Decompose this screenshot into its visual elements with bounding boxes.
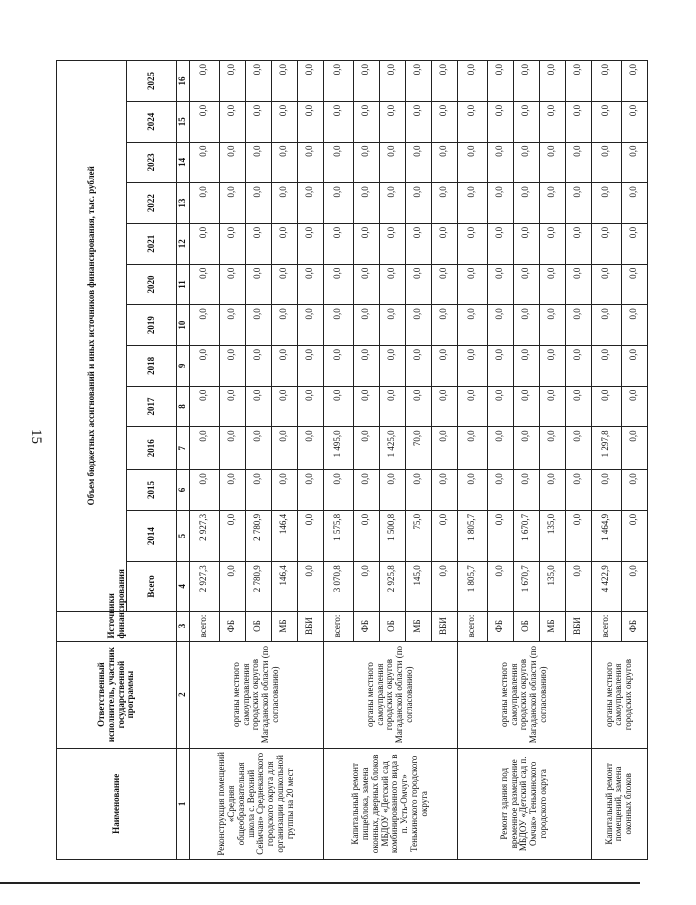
year-value: 0,0 (323, 61, 353, 102)
year-value: 0,0 (189, 470, 219, 511)
year-value: 0,0 (487, 510, 513, 561)
year-value: 0,0 (297, 183, 323, 224)
year-2015: 2015 (127, 470, 177, 511)
year-value: 0,0 (487, 183, 513, 224)
year-value: 0,0 (353, 183, 379, 224)
year-value: 0,0 (219, 510, 245, 561)
index-cell: 4 (177, 562, 190, 611)
year-value: 0,0 (457, 305, 487, 346)
year-value: 0,0 (405, 61, 431, 102)
total-value: 146,4 (271, 562, 297, 611)
year-value: 0,0 (219, 183, 245, 224)
year-value: 0,0 (565, 101, 591, 142)
year-value: 0,0 (405, 345, 431, 386)
year-value: 0,0 (245, 264, 271, 305)
year-value: 0,0 (297, 470, 323, 511)
year-value: 0,0 (431, 264, 457, 305)
measure-name: Капитальный ремонт помещений, замена оконных блоков (591, 748, 647, 859)
funding-source: ВБИ (565, 611, 591, 641)
year-value: 0,0 (487, 61, 513, 102)
bottom-rule (0, 882, 640, 884)
year-value: 0,0 (621, 427, 647, 470)
year-value: 0,0 (591, 61, 621, 102)
year-value: 0,0 (297, 142, 323, 183)
year-value: 1 495,0 (323, 427, 353, 470)
total-value: 2 925,8 (379, 562, 405, 611)
year-value: 0,0 (219, 101, 245, 142)
year-value: 0,0 (353, 305, 379, 346)
year-value: 0,0 (591, 345, 621, 386)
total-value: 0,0 (353, 562, 379, 611)
year-value: 135,0 (539, 510, 565, 561)
funding-source: всего: (323, 611, 353, 641)
year-value: 0,0 (431, 183, 457, 224)
table-row (323, 61, 353, 860)
year-value: 0,0 (513, 264, 539, 305)
year-value: 0,0 (353, 264, 379, 305)
year-2018: 2018 (127, 345, 177, 386)
year-value: 0,0 (539, 142, 565, 183)
year-2021: 2021 (127, 223, 177, 264)
year-value: 0,0 (379, 470, 405, 511)
header-funding: Объем бюджетных ассигнований и иных источников финансирования, тыс. рублей (57, 61, 127, 612)
year-value: 0,0 (219, 305, 245, 346)
year-value: 0,0 (219, 223, 245, 264)
index-cell: 2 (177, 641, 190, 748)
year-value: 0,0 (297, 264, 323, 305)
year-value: 0,0 (621, 61, 647, 102)
year-value: 0,0 (379, 305, 405, 346)
year-value: 0,0 (189, 223, 219, 264)
year-value: 0,0 (621, 345, 647, 386)
measure-name: Реконструкция помещений «Средняя общеобразовательная школа с. Верхний Сеймчан» Среднеканского городского округа для организации дошкольной группы на 20 мест (189, 748, 323, 859)
year-value: 0,0 (353, 470, 379, 511)
year-value: 0,0 (457, 101, 487, 142)
year-value: 0,0 (591, 183, 621, 224)
year-value: 0,0 (591, 386, 621, 427)
year-value: 0,0 (189, 183, 219, 224)
responsible-executor: органы местного самоуправления городских округов Магаданской области (по согласованию) (189, 641, 323, 748)
year-value: 0,0 (487, 427, 513, 470)
year-value: 0,0 (621, 470, 647, 511)
total-value: 2 927,3 (189, 562, 219, 611)
funding-source: ФБ (487, 611, 513, 641)
year-value: 0,0 (353, 61, 379, 102)
year-2020: 2020 (127, 264, 177, 305)
year-value: 0,0 (219, 142, 245, 183)
year-value: 0,0 (539, 305, 565, 346)
year-value: 0,0 (513, 305, 539, 346)
total-value: 0,0 (565, 562, 591, 611)
responsible-executor: органы местного самоуправления городских округов Магаданской области (по согласованию) (323, 641, 457, 748)
year-value: 0,0 (297, 510, 323, 561)
funding-source: МБ (405, 611, 431, 641)
index-cell: 3 (177, 611, 190, 641)
year-value: 0,0 (591, 305, 621, 346)
year-value: 146,4 (271, 510, 297, 561)
year-value: 0,0 (271, 264, 297, 305)
year-value: 0,0 (591, 470, 621, 511)
year-value: 0,0 (487, 223, 513, 264)
year-value: 2 927,3 (189, 510, 219, 561)
year-value: 0,0 (271, 386, 297, 427)
year-value: 0,0 (297, 386, 323, 427)
year-value: 0,0 (189, 142, 219, 183)
year-value: 0,0 (431, 101, 457, 142)
year-value: 0,0 (323, 305, 353, 346)
year-value: 0,0 (431, 345, 457, 386)
year-value: 0,0 (539, 183, 565, 224)
year-value: 0,0 (271, 142, 297, 183)
funding-source: всего: (457, 611, 487, 641)
year-value: 0,0 (513, 183, 539, 224)
year-value: 0,0 (245, 101, 271, 142)
year-value: 0,0 (245, 470, 271, 511)
year-value: 0,0 (565, 305, 591, 346)
year-value: 0,0 (245, 223, 271, 264)
table-row (189, 61, 219, 860)
year-value: 1 575,8 (323, 510, 353, 561)
year-value: 0,0 (271, 345, 297, 386)
year-value: 0,0 (565, 510, 591, 561)
year-value: 0,0 (539, 61, 565, 102)
year-2017: 2017 (127, 386, 177, 427)
year-value: 0,0 (513, 142, 539, 183)
total-value: 2 780,9 (245, 562, 271, 611)
year-value: 0,0 (431, 142, 457, 183)
year-value: 0,0 (219, 61, 245, 102)
year-value: 0,0 (565, 183, 591, 224)
funding-source: ОБ (379, 611, 405, 641)
year-value: 0,0 (219, 264, 245, 305)
year-value: 0,0 (189, 61, 219, 102)
year-value: 0,0 (565, 223, 591, 264)
year-value: 0,0 (513, 345, 539, 386)
table-row (591, 61, 621, 860)
year-value: 0,0 (189, 264, 219, 305)
index-cell: 6 (177, 470, 190, 511)
year-2014: 2014 (127, 510, 177, 561)
year-value: 0,0 (591, 142, 621, 183)
year-value: 0,0 (457, 183, 487, 224)
year-value: 0,0 (565, 142, 591, 183)
year-2025: 2025 (127, 61, 177, 102)
year-value: 0,0 (457, 386, 487, 427)
year-value: 0,0 (379, 386, 405, 427)
year-value: 0,0 (271, 183, 297, 224)
year-value: 0,0 (379, 223, 405, 264)
header-name: Наименование (57, 748, 177, 859)
total-value: 0,0 (219, 562, 245, 611)
year-value: 0,0 (539, 427, 565, 470)
year-value: 0,0 (621, 101, 647, 142)
year-value: 0,0 (539, 101, 565, 142)
year-value: 0,0 (379, 61, 405, 102)
measure-name: Ремонт здания под временное размещение МБДОУ «Детский сад п. Омчак» Тенькинского городского округа (457, 748, 591, 859)
year-value: 1 297,8 (591, 427, 621, 470)
year-value: 0,0 (271, 427, 297, 470)
year-value: 0,0 (271, 470, 297, 511)
year-value: 0,0 (513, 61, 539, 102)
year-value: 0,0 (487, 386, 513, 427)
year-value: 1 500,8 (379, 510, 405, 561)
index-row (177, 61, 190, 860)
year-2022: 2022 (127, 183, 177, 224)
year-value: 0,0 (405, 223, 431, 264)
year-value: 0,0 (591, 101, 621, 142)
year-value: 0,0 (539, 386, 565, 427)
page-number: 15 (28, 429, 44, 444)
index-cell: 13 (177, 183, 190, 224)
year-value: 0,0 (353, 510, 379, 561)
index-cell: 1 (177, 748, 190, 859)
year-value: 0,0 (621, 386, 647, 427)
year-value: 0,0 (323, 101, 353, 142)
year-value: 0,0 (621, 305, 647, 346)
year-value: 0,0 (245, 61, 271, 102)
year-value: 0,0 (539, 264, 565, 305)
year-value: 0,0 (353, 142, 379, 183)
year-value: 0,0 (189, 386, 219, 427)
year-value: 0,0 (431, 386, 457, 427)
year-value: 0,0 (513, 101, 539, 142)
year-value: 1 670,7 (513, 510, 539, 561)
year-value: 0,0 (405, 183, 431, 224)
year-value: 0,0 (297, 427, 323, 470)
year-value: 0,0 (379, 264, 405, 305)
year-value: 0,0 (405, 142, 431, 183)
year-value: 0,0 (323, 345, 353, 386)
year-value: 0,0 (323, 223, 353, 264)
year-value: 70,0 (405, 427, 431, 470)
year-value: 0,0 (189, 345, 219, 386)
index-cell: 14 (177, 142, 190, 183)
year-value: 0,0 (271, 305, 297, 346)
index-cell: 15 (177, 101, 190, 142)
year-value: 0,0 (513, 223, 539, 264)
year-value: 0,0 (379, 142, 405, 183)
table-row (457, 61, 487, 860)
year-value: 0,0 (271, 61, 297, 102)
year-value: 0,0 (539, 223, 565, 264)
year-value: 0,0 (591, 223, 621, 264)
year-value: 0,0 (323, 470, 353, 511)
year-value: 0,0 (513, 427, 539, 470)
year-value: 0,0 (621, 510, 647, 561)
year-value: 0,0 (353, 427, 379, 470)
year-value: 0,0 (405, 305, 431, 346)
year-value: 0,0 (539, 470, 565, 511)
year-value: 0,0 (431, 470, 457, 511)
index-cell: 9 (177, 345, 190, 386)
year-value: 0,0 (245, 427, 271, 470)
year-2024: 2024 (127, 101, 177, 142)
funding-source: всего: (189, 611, 219, 641)
year-value: 0,0 (457, 142, 487, 183)
index-cell: 5 (177, 510, 190, 561)
year-value: 0,0 (353, 345, 379, 386)
total-value: 135,0 (539, 562, 565, 611)
year-value: 0,0 (353, 223, 379, 264)
year-value: 0,0 (457, 470, 487, 511)
year-value: 0,0 (323, 142, 353, 183)
year-value: 0,0 (539, 345, 565, 386)
year-value: 0,0 (621, 223, 647, 264)
year-value: 0,0 (271, 101, 297, 142)
header-executor: Ответственный исполнитель, участник государственной программы (57, 641, 177, 748)
funding-source: всего: (591, 611, 621, 641)
year-value: 0,0 (245, 142, 271, 183)
year-value: 0,0 (457, 427, 487, 470)
funding-source: МБ (271, 611, 297, 641)
year-value: 0,0 (245, 345, 271, 386)
total-value: 3 070,8 (323, 562, 353, 611)
year-value: 0,0 (323, 264, 353, 305)
year-value: 0,0 (487, 470, 513, 511)
year-value: 0,0 (621, 264, 647, 305)
year-value: 0,0 (189, 305, 219, 346)
year-value: 0,0 (379, 101, 405, 142)
funding-source: ФБ (353, 611, 379, 641)
year-value: 0,0 (297, 345, 323, 386)
year-2016: 2016 (127, 427, 177, 470)
total-value: 4 422,9 (591, 562, 621, 611)
year-2019: 2019 (127, 305, 177, 346)
total-value: 0,0 (297, 562, 323, 611)
year-value: 0,0 (487, 305, 513, 346)
table-body (177, 61, 648, 860)
year-value: 0,0 (297, 101, 323, 142)
funding-source: ВБИ (431, 611, 457, 641)
total-value: 145,0 (405, 562, 431, 611)
funding-source: ФБ (219, 611, 245, 641)
year-value: 0,0 (513, 386, 539, 427)
year-value: 2 780,9 (245, 510, 271, 561)
year-value: 75,0 (405, 510, 431, 561)
funding-source: ВБИ (297, 611, 323, 641)
year-value: 0,0 (219, 386, 245, 427)
year-value: 0,0 (405, 470, 431, 511)
year-value: 0,0 (565, 427, 591, 470)
year-value: 0,0 (431, 510, 457, 561)
index-cell: 12 (177, 223, 190, 264)
index-cell: 11 (177, 264, 190, 305)
year-value: 0,0 (457, 61, 487, 102)
year-value: 0,0 (219, 427, 245, 470)
year-value: 0,0 (565, 386, 591, 427)
year-value: 0,0 (431, 61, 457, 102)
year-value: 0,0 (353, 386, 379, 427)
total-value: 1 805,7 (457, 562, 487, 611)
year-value: 0,0 (431, 427, 457, 470)
responsible-executor: органы местного самоуправления городских округов Магаданской области (по согласованию) (457, 641, 591, 748)
year-value: 0,0 (431, 223, 457, 264)
year-value: 1 425,0 (379, 427, 405, 470)
year-value: 0,0 (621, 183, 647, 224)
year-value: 0,0 (591, 264, 621, 305)
header-total: Всего (127, 562, 177, 611)
index-cell: 8 (177, 386, 190, 427)
funding-source: МБ (539, 611, 565, 641)
year-value: 0,0 (487, 345, 513, 386)
funding-source: ОБ (513, 611, 539, 641)
rotated-page-content (56, 0, 696, 860)
year-value: 0,0 (219, 470, 245, 511)
year-value: 0,0 (323, 183, 353, 224)
year-value: 0,0 (245, 305, 271, 346)
year-value: 0,0 (189, 101, 219, 142)
year-value: 0,0 (565, 470, 591, 511)
total-value: 1 670,7 (513, 562, 539, 611)
year-value: 1 805,7 (457, 510, 487, 561)
year-value: 0,0 (379, 183, 405, 224)
index-cell: 16 (177, 61, 190, 102)
year-value: 0,0 (431, 305, 457, 346)
year-value: 0,0 (513, 470, 539, 511)
year-value: 0,0 (353, 101, 379, 142)
year-value: 0,0 (189, 427, 219, 470)
year-value: 0,0 (565, 345, 591, 386)
year-value: 0,0 (487, 142, 513, 183)
funding-table (56, 60, 648, 860)
year-value: 0,0 (487, 264, 513, 305)
responsible-executor: органы местного самоуправления городских округов (591, 641, 647, 748)
measure-name: Капитальный ремонт пищеблока, замена оконных, дверных блоков МБДОУ «Детский сад комбинированного вида в п. Усть-Омчуг» Тенькинского городского округа (323, 748, 457, 859)
year-value: 0,0 (245, 386, 271, 427)
year-value: 0,0 (405, 264, 431, 305)
year-2023: 2023 (127, 142, 177, 183)
funding-source: ОБ (245, 611, 271, 641)
year-value: 0,0 (621, 142, 647, 183)
year-value: 0,0 (271, 223, 297, 264)
total-value: 0,0 (621, 562, 647, 611)
year-value: 0,0 (457, 264, 487, 305)
index-cell: 7 (177, 427, 190, 470)
index-cell: 10 (177, 305, 190, 346)
year-value: 0,0 (379, 345, 405, 386)
year-value: 0,0 (487, 101, 513, 142)
year-value: 0,0 (457, 223, 487, 264)
year-value: 1 464,9 (591, 510, 621, 561)
total-value: 0,0 (487, 562, 513, 611)
year-value: 0,0 (219, 345, 245, 386)
year-value: 0,0 (405, 101, 431, 142)
year-value: 0,0 (565, 61, 591, 102)
year-value: 0,0 (297, 223, 323, 264)
year-value: 0,0 (565, 264, 591, 305)
year-value: 0,0 (245, 183, 271, 224)
year-value: 0,0 (457, 345, 487, 386)
year-value: 0,0 (297, 305, 323, 346)
year-value: 0,0 (297, 61, 323, 102)
funding-source: ФБ (621, 611, 647, 641)
header-source: Источники финансирования (57, 611, 177, 641)
year-value: 0,0 (405, 386, 431, 427)
total-value: 0,0 (431, 562, 457, 611)
year-value: 0,0 (323, 386, 353, 427)
